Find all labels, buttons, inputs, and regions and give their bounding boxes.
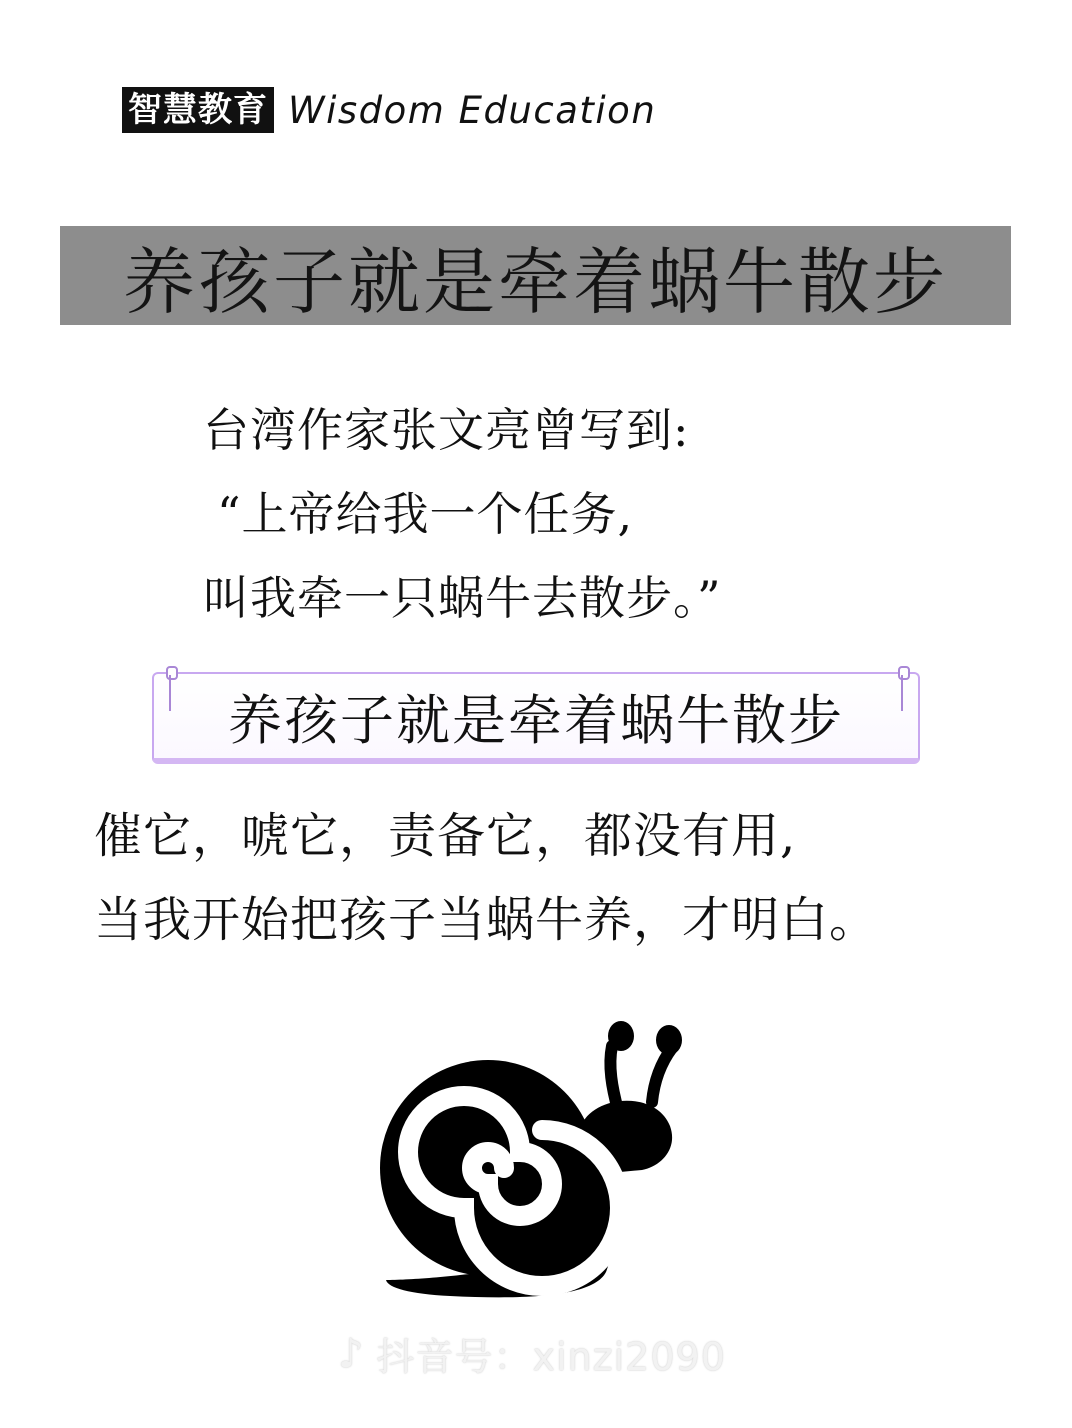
brand-chinese-label: 智慧教育 <box>122 87 274 133</box>
watermark-label: 抖音号：xinzi2090 <box>376 1335 726 1379</box>
quote-line: 台湾作家张文亮曾写到: <box>203 403 690 457</box>
brand-header <box>122 86 656 134</box>
douyin-icon: ♪ <box>338 1330 365 1377</box>
body-text <box>94 794 878 962</box>
pin-decoration-icon <box>166 666 174 716</box>
body-line: 催它，唬它，责备它，都没有用, <box>94 808 797 864</box>
page-title: 养孩子就是牵着蜗牛散步 <box>122 239 948 324</box>
author-quote <box>203 388 722 640</box>
watermark <box>338 1326 726 1381</box>
pin-decoration-icon <box>898 666 906 716</box>
brand-english-label: Wisdom Education <box>288 88 657 132</box>
snail-icon <box>380 1018 702 1300</box>
quote-line: 叫我牵一只蜗牛去散步。” <box>203 571 722 625</box>
quote-line: “上帝给我一个任务, <box>217 487 634 541</box>
body-line: 当我开始把孩子当蜗牛养，才明白。 <box>94 892 879 948</box>
title-banner <box>60 226 1011 325</box>
subtitle-banner <box>152 672 920 764</box>
subtitle-text: 养孩子就是牵着蜗牛散步 <box>228 688 844 752</box>
